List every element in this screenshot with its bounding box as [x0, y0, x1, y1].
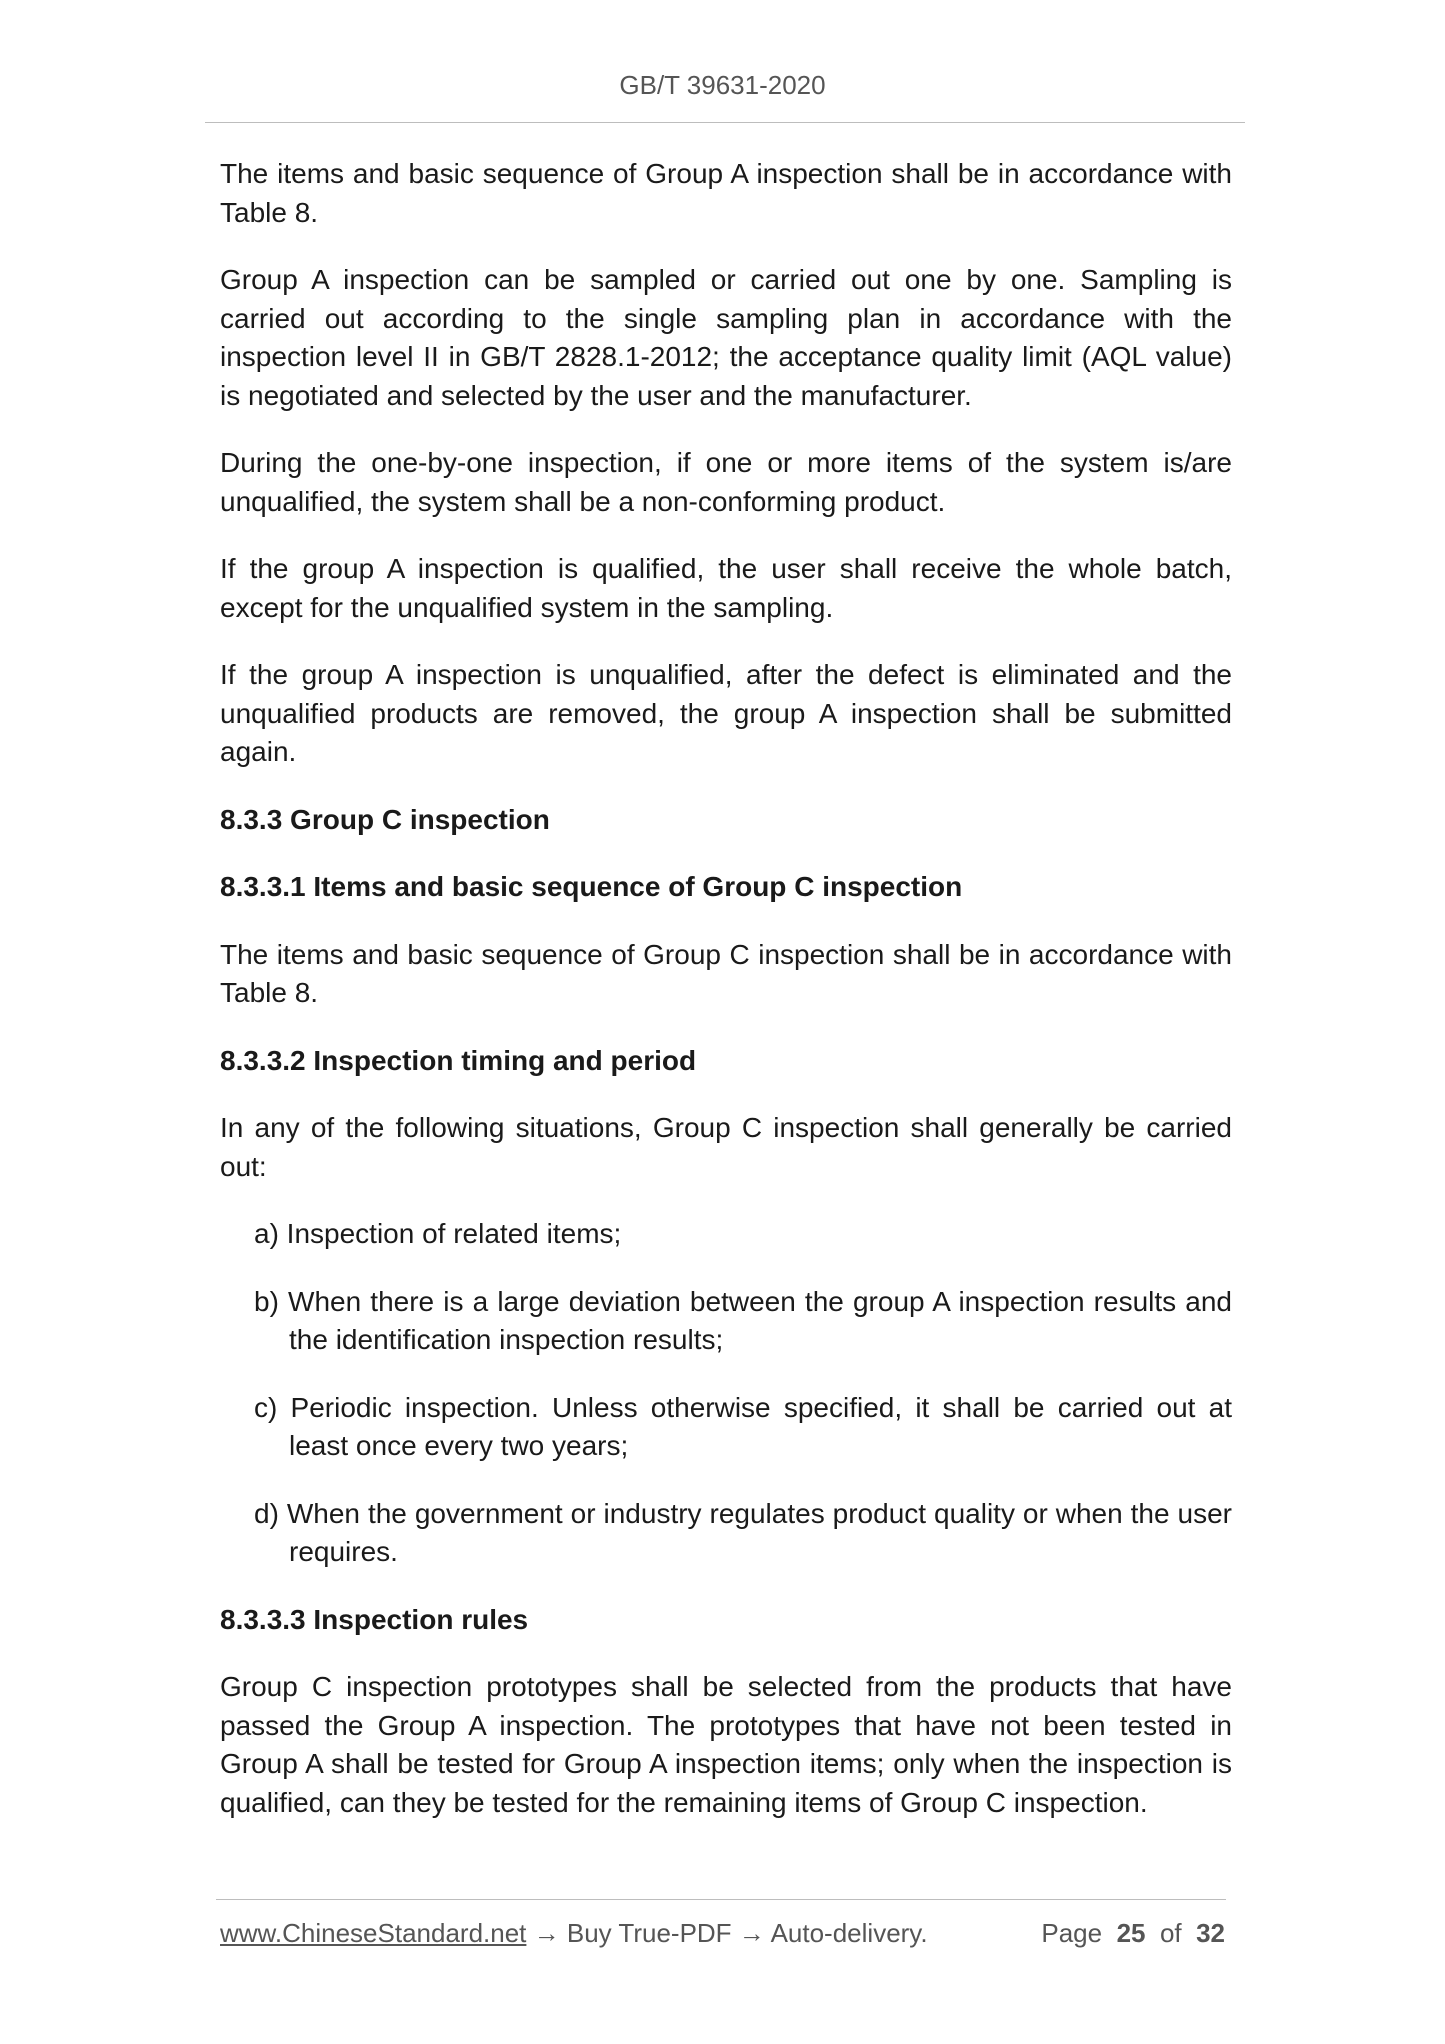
paragraph-one-by-one: During the one-by-one inspection, if one or more items of the system is/are unqualified, the system shall be a non-conforming product.	[220, 447, 1232, 517]
list-item-d: d) When the government or industry regulates product quality or when the user requires.	[254, 1497, 1232, 1567]
heading-8-3-3-1: 8.3.3.1 Items and basic sequence of Group C inspection	[220, 871, 963, 902]
page-footer	[220, 1918, 1225, 1954]
footer-divider	[216, 1899, 1226, 1900]
heading-8-3-3-3: 8.3.3.3 Inspection rules	[220, 1603, 529, 1635]
footer-tagline: → Buy True-PDF → Auto-delivery.	[526, 1918, 928, 1948]
paragraph-group-c-sequence: The items and basic sequence of Group C inspection shall be in accordance with Table 8.	[220, 938, 1232, 1008]
paragraph-qualified: If the group A inspection is qualified, the user shall receive the whole batch, except for the unqualified system in the sampling.	[220, 553, 1232, 623]
paragraph-situations: In any of the following situations, Group C inspection shall generally be carried out:	[220, 1112, 1232, 1182]
page-indicator	[1041, 1918, 1225, 1949]
paragraph-inspection-rules: Group C inspection prototypes shall be selected from the products that have passed the Group A inspection. The prototypes that have not been tested in Group A shall be tested for Group A inspection items; only when the inspection is qualified, can they be tested for the remaining items of Group C inspection.	[220, 1671, 1232, 1818]
heading-8-3-3: 8.3.3 Group C inspection	[220, 803, 550, 835]
page-body	[220, 155, 1232, 1851]
paragraph-group-a-sequence: The items and basic sequence of Group A inspection shall be in accordance with Table 8.	[220, 158, 1232, 228]
page-current: 25	[1116, 1918, 1146, 1948]
list-item-a: a) Inspection of related items;	[254, 1218, 622, 1249]
paragraph-unqualified: If the group A inspection is unqualified, after the defect is eliminated and the unqualified products are removed, the group A inspection shall be submitted again.	[220, 659, 1232, 767]
footer-left	[220, 1918, 928, 1949]
list-item-b: b) When there is a large deviation between the group A inspection results and the identification inspection results;	[254, 1285, 1232, 1355]
list-item-c: c) Periodic inspection. Unless otherwise specified, it shall be carried out at least once every two years;	[254, 1391, 1232, 1461]
page-label: Page	[1041, 1918, 1103, 1948]
heading-8-3-3-2: 8.3.3.2 Inspection timing and period	[220, 1044, 697, 1076]
website-link[interactable]: www.ChineseStandard.net	[220, 1918, 527, 1948]
document-code-header: GB/T 39631-2020	[619, 70, 826, 100]
paragraph-group-a-sampling: Group A inspection can be sampled or carried out one by one. Sampling is carried out according to the single sampling plan in accordance with the inspection level II in GB/T 2828.1-2012; the acceptance quality limit (AQL value) is negotiated and selected by the user and the manufacturer.	[220, 264, 1232, 411]
header-divider	[205, 122, 1245, 123]
page-total: 32	[1196, 1918, 1225, 1948]
page-of: of	[1159, 1918, 1182, 1948]
